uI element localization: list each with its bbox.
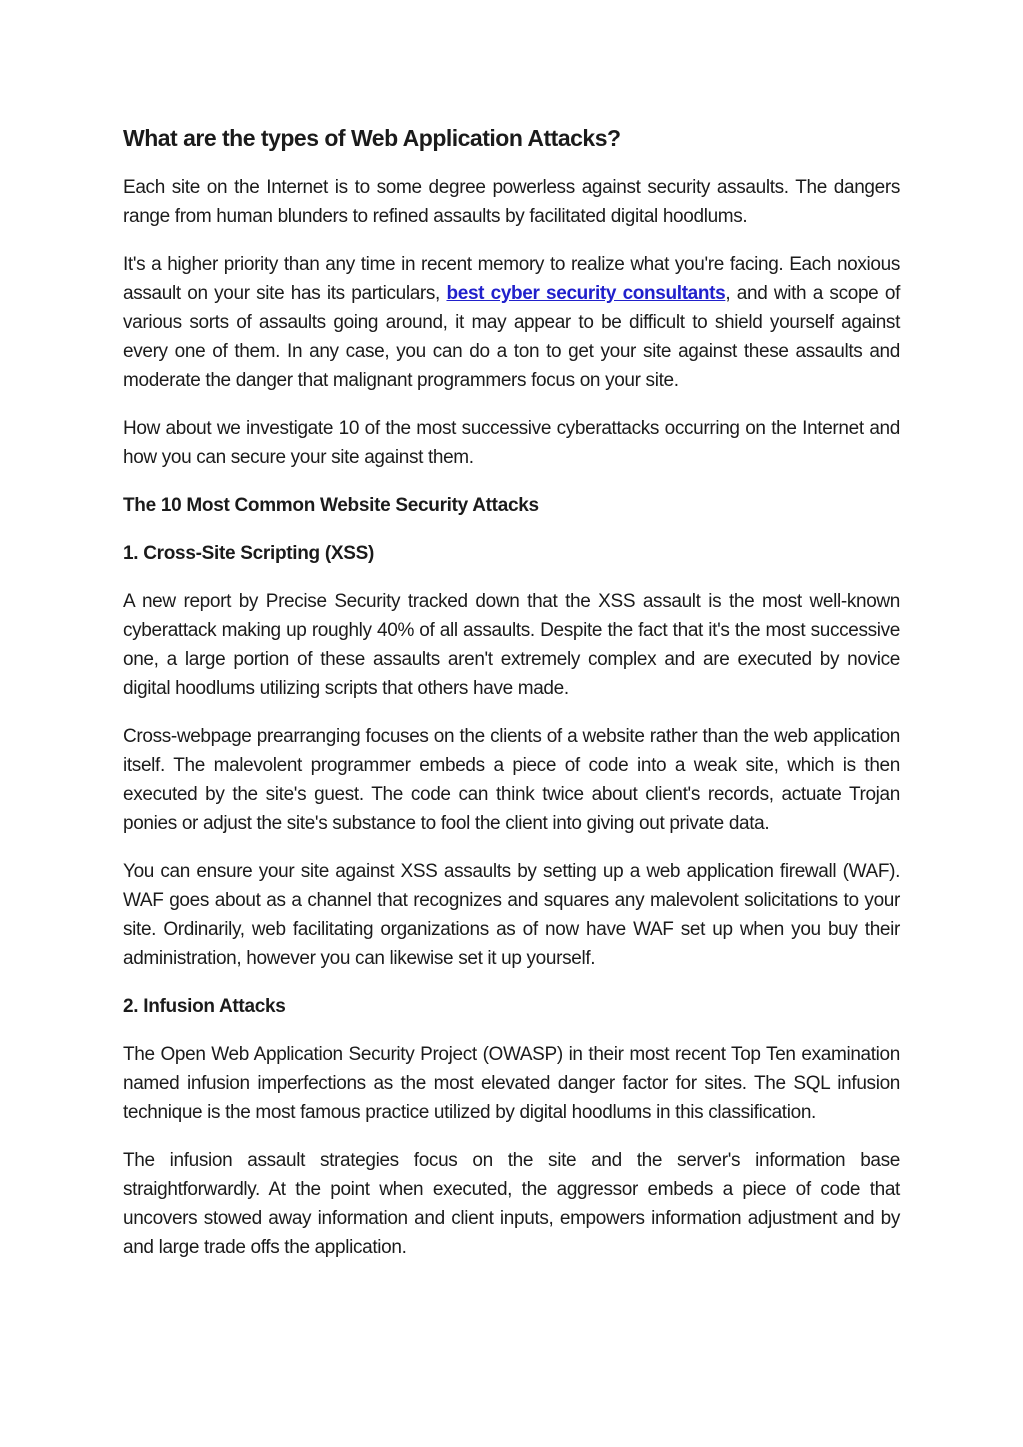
- paragraph-xss-1: A new report by Precise Security tracked down that the XSS assault is the most well-known cyberattack making up roughly 40% of all assaults. Despite the fact that it's the most successive one, a large portion of these assaults aren't extremely complex and are executed by novice digital hoodlums utilizing scripts that others have made.: [123, 591, 900, 699]
- paragraph-injection-2: The infusion assault strategies focus on the site and the server's information base straightforwardly. At the point when executed, the aggressor embeds a piece of code that uncovers stowed away information and client inputs, empowers information adjustment and by and large trade offs the application.: [123, 1150, 900, 1258]
- paragraph-intro-2: [123, 250, 900, 395]
- paragraph-xss-2: Cross-webpage prearranging focuses on the clients of a website rather than the web application itself. The malevolent programmer embeds a piece of code into a weak site, which is then executed by the site's guest. The code can think twice about client's records, actuate Trojan ponies or adjust the site's substance to fool the client into giving out private data.: [123, 726, 900, 834]
- document-title: What are the types of Web Application Attacks?: [123, 125, 621, 151]
- section-heading-top-10-attacks: The 10 Most Common Website Security Attacks: [123, 495, 539, 516]
- paragraph-intro-3: How about we investigate 10 of the most successive cyberattacks occurring on the Internet and how you can secure your site against them.: [123, 418, 900, 468]
- paragraph-injection-1: The Open Web Application Security Project (OWASP) in their most recent Top Ten examination named infusion imperfections as the most elevated danger factor for sites. The SQL infusion technique is the most famous practice utilized by digital hoodlums in this classification.: [123, 1044, 900, 1123]
- section-heading-xss: 1. Cross-Site Scripting (XSS): [123, 543, 375, 564]
- paragraph-intro-2-text-before: It's a higher priority than any time in recent memory to realize what you're facing. Each noxious assault on your site has its particulars,: [123, 254, 900, 304]
- best-cyber-security-consultants-link[interactable]: best cyber security consultants: [446, 283, 726, 304]
- section-heading-injection: 2. Infusion Attacks: [123, 996, 286, 1017]
- paragraph-intro-1: Each site on the Internet is to some degree powerless against security assaults. The dangers range from human blunders to refined assaults by facilitated digital hoodlums.: [123, 177, 900, 227]
- paragraph-intro-2-text-after: , and with a scope of various sorts of assaults going around, it may appear to be difficult to shield yourself against every one of them. In any case, you can do a ton to get your site against these assaults and moderate the danger that malignant programmers focus on your site.: [123, 283, 900, 391]
- paragraph-xss-3: You can ensure your site against XSS assaults by setting up a web application firewall (WAF). WAF goes about as a channel that recognizes and squares any malevolent solicitations to your site. Ordinarily, web facilitating organizations as of now have WAF set up when you buy their administration, however you can likewise set it up yourself.: [123, 861, 900, 969]
